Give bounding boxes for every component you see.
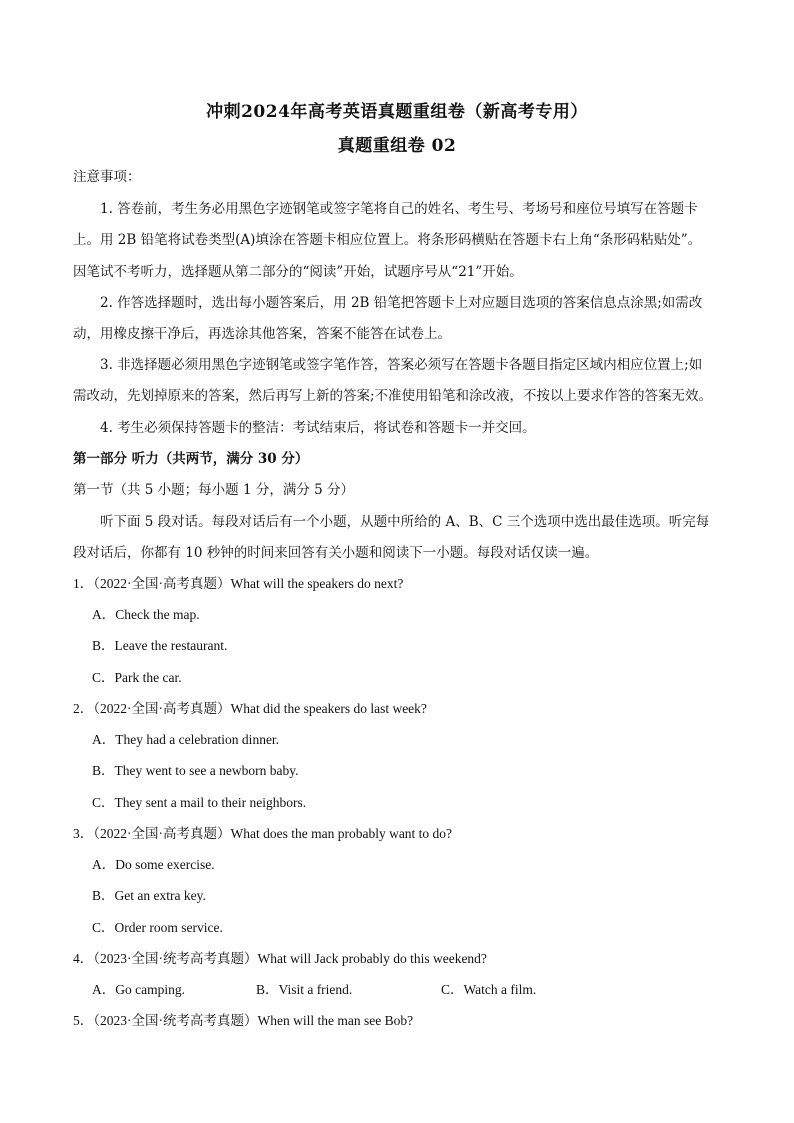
instructions-line-1: 听下面 5 段对话。每段对话后有一个小题，从题中所给的 A、B、C 三个选项中选出最佳选项。听完每 bbox=[100, 514, 710, 530]
notice-item-1-line-1: 1. 答卷前，考生务必用黑色字迹钢笔或签字笔将自己的姓名、考生号、考场号和座位号填写在答题卡 bbox=[100, 201, 698, 217]
question-1-option-b: B．Leave the restaurant. bbox=[92, 638, 228, 653]
question-4-option-a: A．Go camping. bbox=[92, 982, 185, 997]
question-3-stem: 3．（2022·全国·高考真题）What does the man probably want to do? bbox=[73, 826, 453, 841]
question-3-option-a: A．Do some exercise. bbox=[92, 857, 215, 872]
question-4-option-b: B．Visit a friend. bbox=[256, 982, 353, 997]
notice-item-3-line-2: 需改动，先划掉原来的答案，然后再写上新的答案;不准使用铅笔和涂改液，不按以上要求作答的答案无效。 bbox=[73, 388, 713, 404]
question-3-option-b: B．Get an extra key. bbox=[92, 888, 206, 903]
question-1-stem: 1．（2022·全国·高考真题）What will the speakers do next? bbox=[73, 576, 404, 591]
instructions-line-2: 段对话后，你都有 10 秒钟的时间来回答有关小题和阅读下一小题。每段对话仅读一遍。 bbox=[73, 545, 599, 561]
page-subtitle: 真题重组卷 02 bbox=[337, 136, 457, 156]
question-1-option-a: A．Check the map. bbox=[92, 607, 200, 622]
question-2-stem: 2．（2022·全国·高考真题）What did the speakers do last week? bbox=[73, 701, 427, 716]
notice-item-2-line-2: 动，用橡皮擦干净后，再选涂其他答案，答案不能答在试卷上。 bbox=[73, 326, 451, 342]
notice-item-1-line-3: 因笔试不考听力，选择题从第二部分的“阅读”开始，试题序号从“21”开始。 bbox=[73, 264, 523, 280]
notice-item-3-line-1: 3. 非选择题必须用黑色字迹钢笔或签字笔作答，答案必须写在答题卡各题目指定区域内相应位置上;如 bbox=[100, 357, 703, 373]
notice-item-1-line-2: 上。用 2B 铅笔将试卷类型(A)填涂在答题卡相应位置上。将条形码横贴在答题卡右上角“条形码粘贴处”。 bbox=[73, 232, 702, 248]
question-3-option-c: C．Order room service. bbox=[92, 920, 223, 935]
notice-heading: 注意事项： bbox=[73, 169, 141, 185]
question-2-option-b: B．They went to see a newborn baby. bbox=[92, 763, 299, 778]
question-2-option-a: A．They had a celebration dinner. bbox=[92, 732, 280, 747]
question-2-option-c: C．They sent a mail to their neighbors. bbox=[92, 795, 307, 810]
question-5-stem: 5．（2023·全国·统考高考真题）When will the man see Bob? bbox=[73, 1013, 414, 1028]
question-4-stem: 4．（2023·全国·统考高考真题）What will Jack probably do this weekend? bbox=[73, 951, 487, 966]
notice-item-4-line-1: 4. 考生必须保持答题卡的整洁：考试结束后，将试卷和答题卡一并交回。 bbox=[100, 420, 536, 436]
question-4-option-c: C．Watch a film. bbox=[441, 982, 537, 997]
notice-item-2-line-1: 2. 作答选择题时，选出每小题答案后，用 2B 铅笔把答题卡上对应题目选项的答案信息点涂黑;如需改 bbox=[100, 295, 703, 311]
part1-heading: 第一部分 听力（共两节，满分 30 分） bbox=[73, 451, 309, 467]
section1-heading: 第一节（共 5 小题；每小题 1 分，满分 5 分） bbox=[73, 482, 355, 498]
question-1-option-c: C．Park the car. bbox=[92, 670, 182, 685]
page-title: 冲刺2024年高考英语真题重组卷（新高考专用） bbox=[206, 102, 588, 122]
